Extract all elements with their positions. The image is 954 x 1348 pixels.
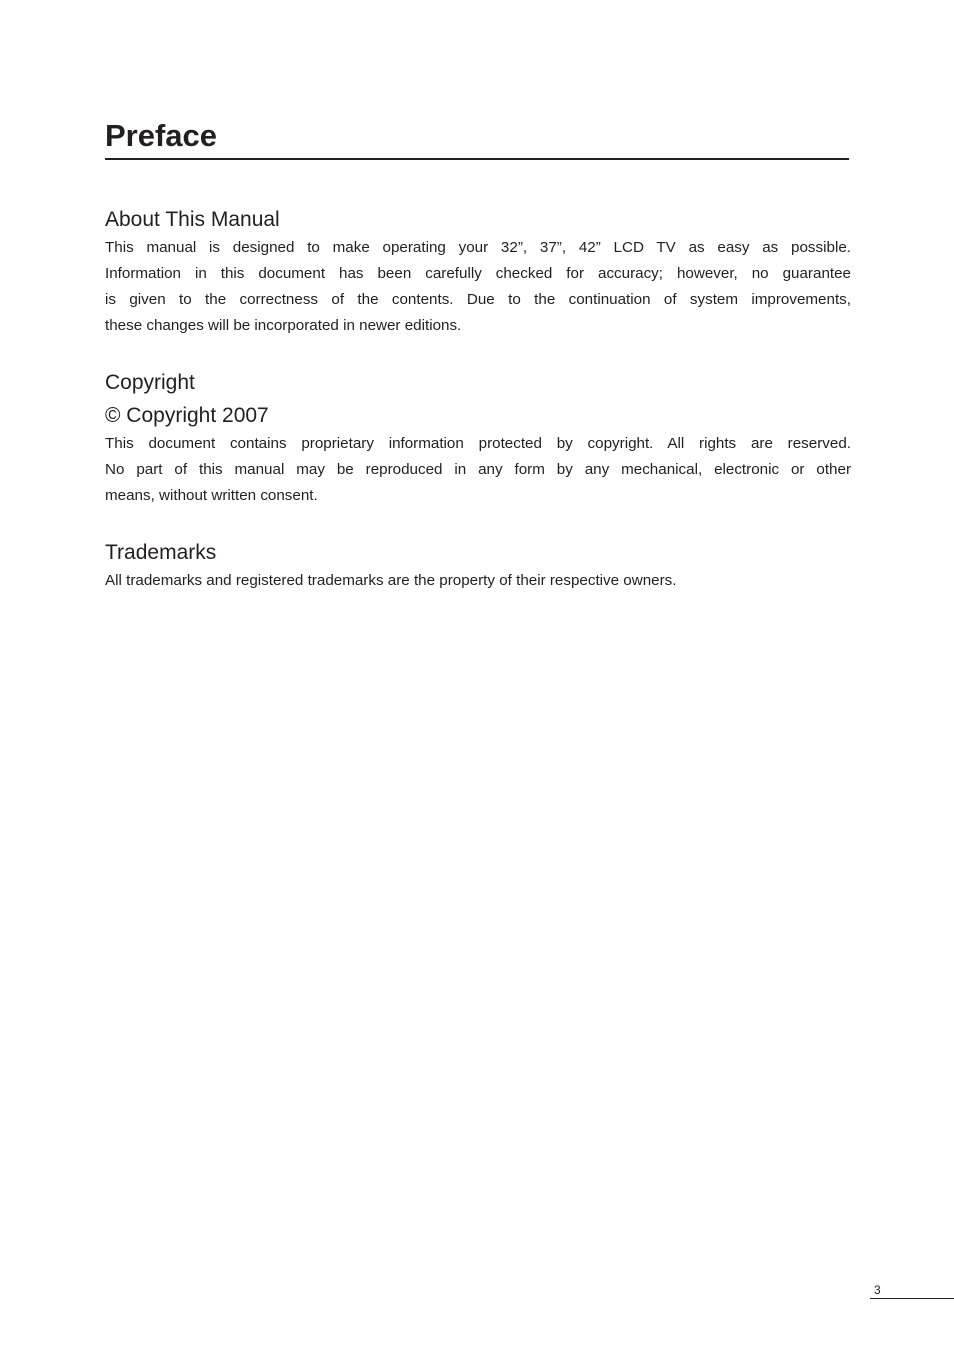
about-line-2: Information in this document has been carefully checked for accuracy; however, no guarantee <box>105 265 851 282</box>
trademarks-heading: Trademarks <box>105 541 217 564</box>
page-number-rule <box>870 1298 954 1299</box>
about-paragraph <box>105 235 851 339</box>
page-title: Preface <box>105 118 218 153</box>
copyright-paragraph <box>105 431 851 509</box>
about-line-3: is given to the correctness of the contents. Due to the continuation of system improvements, <box>105 291 851 308</box>
page-number: 3 <box>874 1283 881 1297</box>
copyright-subheading: © Copyright 2007 <box>105 404 269 427</box>
copyright-line-2: No part of this manual may be reproduced in any form by any mechanical, electronic or other <box>105 461 851 478</box>
copyright-line-3: means, without written consent. <box>105 487 318 504</box>
trademarks-paragraph <box>105 568 851 594</box>
about-line-1: This manual is designed to make operating your 32”, 37”, 42” LCD TV as easy as possible. <box>105 239 851 256</box>
copyright-heading: Copyright <box>105 371 195 394</box>
about-heading: About This Manual <box>105 208 280 231</box>
about-line-4: these changes will be incorporated in newer editions. <box>105 317 462 334</box>
title-divider <box>105 158 849 160</box>
copyright-line-1: This document contains proprietary information protected by copyright. All rights are reserved. <box>105 435 851 452</box>
trademarks-line-1: All trademarks and registered trademarks are the property of their respective owners. <box>105 572 677 589</box>
